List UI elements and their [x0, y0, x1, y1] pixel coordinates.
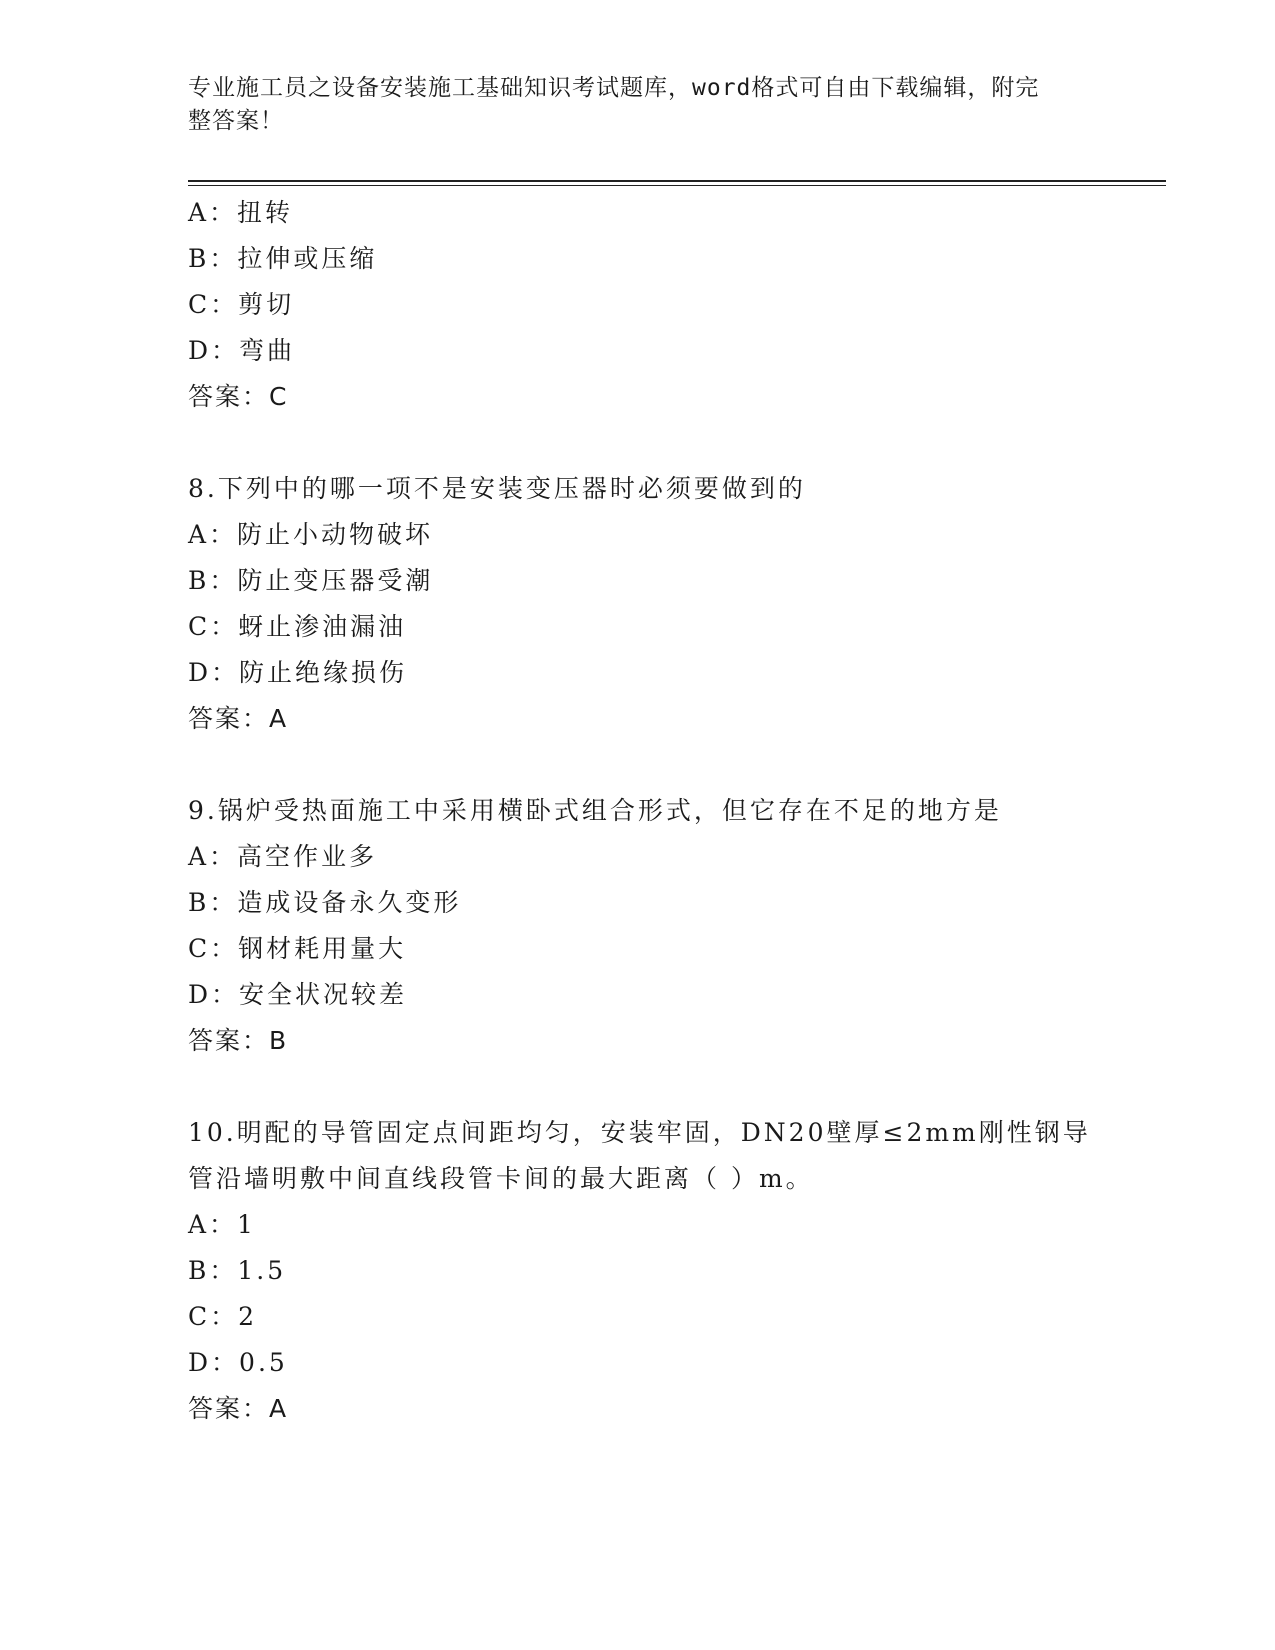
option-d: D：弯曲 — [188, 336, 296, 365]
answer-line: 答案：B — [188, 1026, 289, 1055]
question-7 — [188, 190, 1168, 420]
option-a: A：扭转 — [188, 198, 294, 227]
question-8 — [188, 466, 1168, 742]
answer-line: 答案：A — [188, 1394, 289, 1423]
option-b: B：1.5 — [188, 1256, 287, 1285]
question-list — [188, 190, 1168, 1432]
spacer — [188, 1064, 1168, 1110]
option-a: A：防止小动物破坏 — [188, 520, 434, 549]
option-d: D：安全状况较差 — [188, 980, 408, 1009]
spacer — [188, 742, 1168, 788]
option-a: A：1 — [188, 1210, 256, 1239]
option-c: C：钢材耗用量大 — [188, 934, 407, 963]
option-d: D：0.5 — [188, 1348, 288, 1377]
option-b: B：造成设备永久变形 — [188, 888, 462, 917]
question-10 — [188, 1110, 1168, 1432]
question-text: 9.锅炉受热面施工中采用横卧式组合形式，但它存在不足的地方是 — [188, 796, 1002, 825]
question-text: 8.下列中的哪一项不是安装变压器时必须要做到的 — [188, 474, 806, 503]
option-c: C：剪切 — [188, 290, 295, 319]
question-9 — [188, 788, 1168, 1064]
answer-line: 答案：C — [188, 382, 289, 411]
spacer — [188, 420, 1168, 466]
answer-line: 答案：A — [188, 704, 289, 733]
option-c: C：2 — [188, 1302, 258, 1331]
option-b: B：拉伸或压缩 — [188, 244, 378, 273]
option-b: B：防止变压器受潮 — [188, 566, 434, 595]
question-text-line-1: 10.明配的导管固定点间距均匀，安装牢固，DN20壁厚≤2mm刚性钢导 — [188, 1118, 1091, 1147]
header-line-2: 整答案！ — [188, 108, 284, 134]
option-c: C：蚜止渗油漏油 — [188, 612, 407, 641]
question-text-line-2: 管沿墙明敷中间直线段管卡间的最大距离（ ）m。 — [188, 1164, 814, 1193]
option-d: D：防止绝缘损伤 — [188, 658, 408, 687]
header-line-1: 专业施工员之设备安装施工基础知识考试题库，word格式可自由下载编辑，附完 — [188, 75, 1040, 101]
header-divider-thick — [188, 180, 1166, 182]
header-divider-thin — [188, 185, 1166, 186]
document-header — [188, 72, 1068, 138]
option-a: A：高空作业多 — [188, 842, 378, 871]
